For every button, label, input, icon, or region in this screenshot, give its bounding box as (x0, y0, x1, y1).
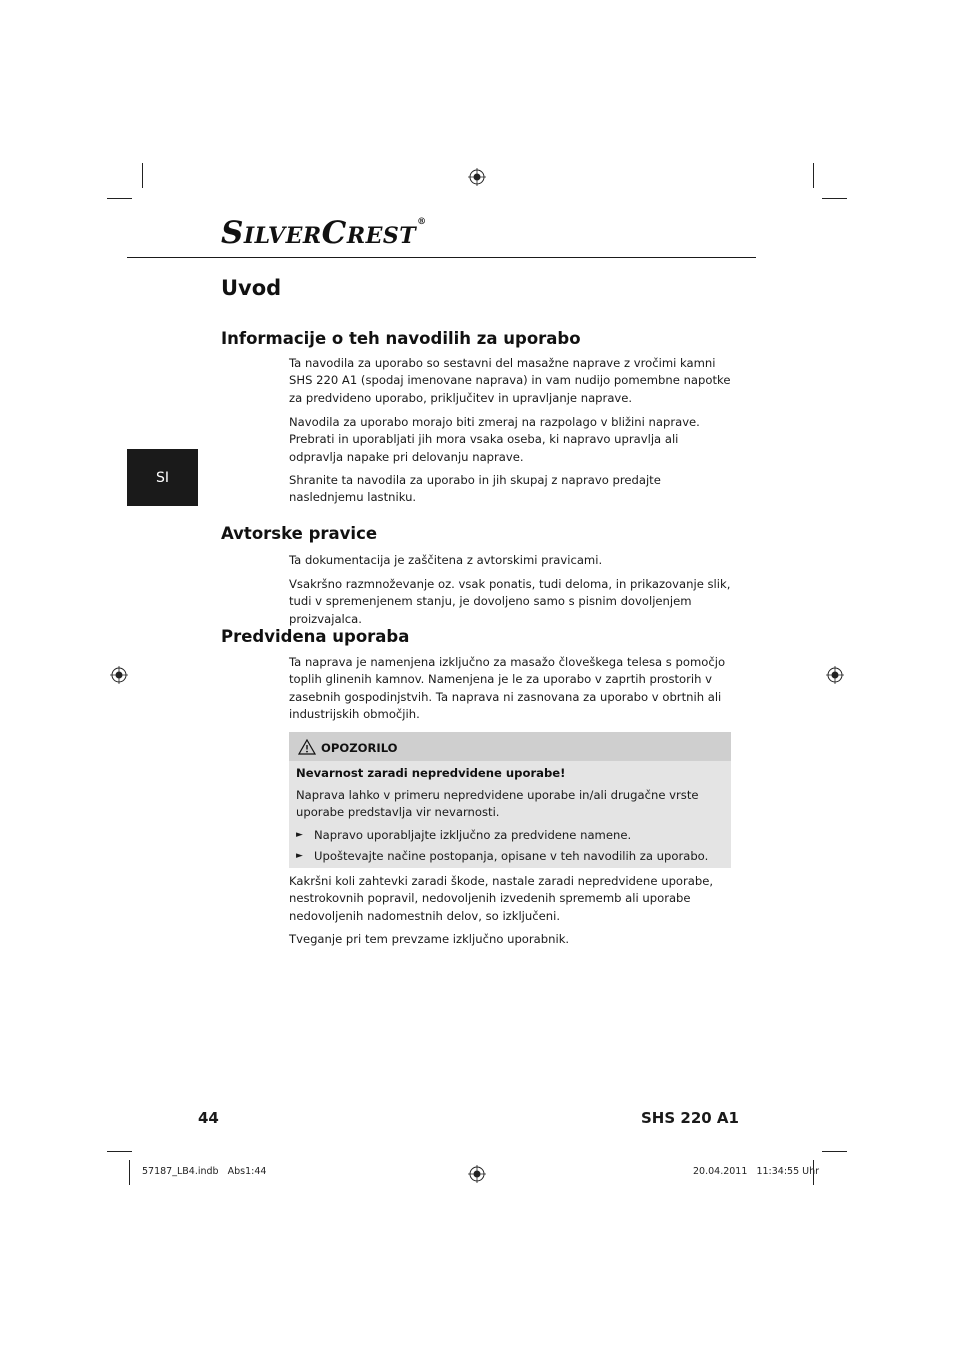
crop-mark (107, 1151, 132, 1152)
paragraph: Ta naprava je namenjena izključno za masažo človeškega telesa s pomočjo toplih glinenih kamnov. Namenjena je le za uporabo v zaprtih prostorih v zasebnih gospodinjstvih. Ta naprava ni zasnovana za uporabo v obrtnih ali industrijskih območjih. (289, 655, 726, 721)
warning-label: OPOZORILO (321, 740, 398, 755)
registration-mark-icon (110, 666, 128, 684)
page-number: 44 (198, 1109, 219, 1127)
warning-triangle-icon (298, 739, 316, 755)
logo-letters: REST (346, 223, 417, 249)
model-name: SHS 220 A1 (641, 1109, 739, 1127)
bullet-arrow-icon: ► (296, 851, 303, 861)
bullet-text: Napravo uporabljajte izključno za predvidene namene. (314, 828, 632, 842)
paragraph: Tveganje pri tem prevzame izključno uporabnik. (289, 932, 570, 946)
section-heading-intended-use: Predvidena uporaba (221, 627, 410, 646)
warning-bullet (296, 828, 631, 842)
crop-mark (822, 1151, 847, 1152)
bullet-arrow-icon: ► (296, 830, 303, 840)
paragraph: Ta navodila za uporabo so sestavni del masažne naprave z vročimi kamni SHS 220 A1 (spodaj imenovane naprava) in vam nudijo pomembne napotke za predvideno uporabo, priključitev in upravljanje naprave. (289, 356, 731, 405)
slug-file: 57187_LB4.indb Abs1:44 (142, 1166, 267, 1177)
paragraph: Navodila za uporabo morajo biti zmeraj na razpolago v bližini naprave. Prebrati in uporabljati jih mora vsaka oseba, ki napravo upravlja ali odpravlja napake pri delovanju naprave. (289, 415, 700, 464)
bullet-text: Upoštevajte načine postopanja, opisane v teh navodilih za uporabo. (314, 849, 709, 863)
trademark-symbol: ® (417, 217, 427, 227)
warning-text: Naprava lahko v primeru nepredvidene uporabe in/ali drugačne vrste uporabe predstavlja vir nevarnosti. (296, 788, 699, 820)
section-heading-copyright: Avtorske pravice (221, 524, 378, 543)
logo-letter: C (321, 215, 347, 251)
logo-letter: S (221, 215, 244, 251)
crop-mark (107, 198, 132, 199)
language-tab: SI (127, 449, 198, 506)
paragraph: Shranite ta navodila za uporabo in jih skupaj z napravo predajte naslednjemu lastniku. (289, 473, 661, 505)
warning-headline: Nevarnost zaradi nepredvidene uporabe! (296, 766, 566, 780)
logo-letters: ILVER (243, 223, 322, 249)
warning-header (289, 732, 731, 761)
warning-body (289, 761, 731, 868)
paragraph: Kakršni koli zahtevki zaradi škode, nastale zaradi nepredvidene uporabe, nestrokovnih popravil, nedovoljenih izvedenih sprememb ali uporabe nedovoljenih nadomestnih delov, so izključeni. (289, 874, 714, 923)
registration-mark-icon (826, 666, 844, 684)
crop-mark (142, 163, 143, 188)
slug-timestamp: 20.04.2011 11:34:55 Uhr (693, 1166, 820, 1177)
crop-mark (129, 1160, 130, 1185)
paragraph: Ta dokumentacija je zaščitena z avtorskimi pravicami. (289, 553, 603, 567)
paragraph: Vsakršno razmnoževanje oz. vsak ponatis, tudi deloma, in prikazovanje slik, tudi v spremenjenem stanju, je dovoljeno samo s pisnim dovoljenjem proizvajalca. (289, 577, 731, 626)
crop-mark (822, 198, 847, 199)
warning-bullet (296, 849, 708, 863)
registration-mark-icon (468, 168, 486, 186)
header-divider (127, 257, 756, 258)
page-title: Uvod (221, 276, 282, 300)
section-heading-info: Informacije o teh navodilih za uporabo (221, 329, 581, 348)
crop-mark (813, 163, 814, 188)
brand-logo (221, 215, 427, 251)
registration-mark-icon (468, 1165, 486, 1183)
